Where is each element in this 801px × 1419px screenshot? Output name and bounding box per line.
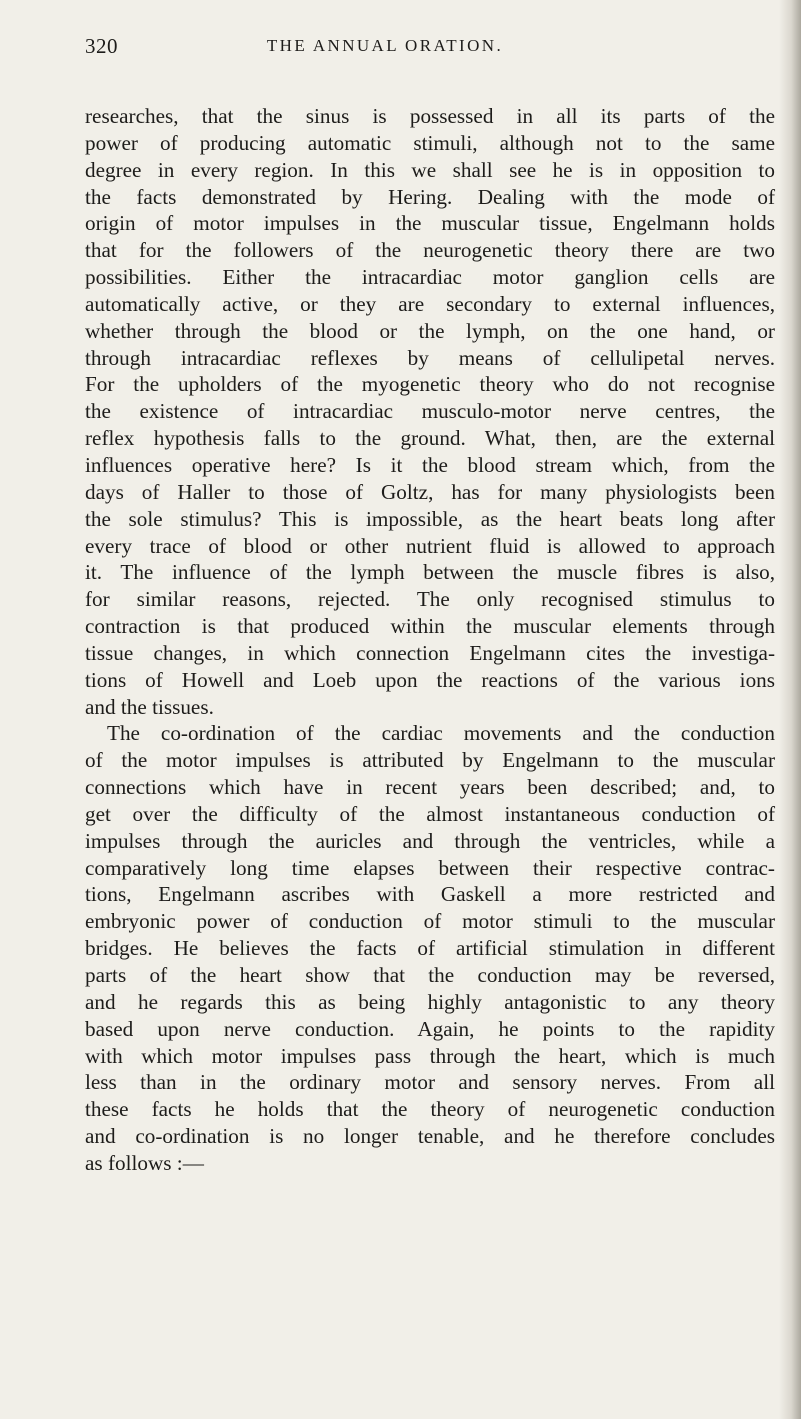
page-number: 320 xyxy=(85,34,118,58)
text-line: researches, that the sinus is possessed in all its parts of the xyxy=(85,104,775,128)
text-line: days of Haller to those of Goltz, has for many physiologists been xyxy=(85,479,775,504)
text-line: that for the followers of the neurogenetic theory there are two xyxy=(85,238,775,263)
body-text xyxy=(85,103,775,1177)
text-line: tissue changes, in which connection Engelmann cites the investiga- xyxy=(85,640,775,665)
text-line: embryonic power of conduction of motor stimuli to the muscular xyxy=(85,909,775,934)
text-line: get over the difficulty of the almost instantaneous conduction of xyxy=(85,801,775,826)
text-line: connections which have in recent years been described; and, to xyxy=(85,775,775,800)
page-edge-shadow xyxy=(779,0,801,1419)
text-line: tions of Howell and Loeb upon the reactions of the various ions xyxy=(85,667,775,692)
text-line: these facts he holds that the theory of neurogenetic conduction xyxy=(85,1097,775,1122)
text-line: of the motor impulses is attributed by Engelmann to the muscular xyxy=(85,748,775,773)
text-line: whether through the blood or the lymph, on the one hand, or xyxy=(85,318,775,343)
text-line: For the upholders of the myogenetic theory who do not recognise xyxy=(85,372,775,397)
running-head xyxy=(85,34,775,62)
text-line: reflex hypothesis falls to the ground. What, then, are the external xyxy=(85,426,775,451)
text-line: less than in the ordinary motor and sensory nerves. From all xyxy=(85,1070,775,1095)
text-line: and co-ordination is no longer tenable, and he therefore concludes xyxy=(85,1124,775,1149)
text-line: bridges. He believes the facts of artificial stimulation in different xyxy=(85,936,775,961)
text-line: possibilities. Either the intracardiac motor ganglion cells are xyxy=(85,265,775,290)
running-title: THE ANNUAL ORATION. xyxy=(266,36,504,55)
text-line: influences operative here? Is it the blood stream which, from the xyxy=(85,452,775,477)
text-line: every trace of blood or other nutrient fluid is allowed to approach xyxy=(85,533,775,558)
text-line: the sole stimulus? This is impossible, as the heart beats long after xyxy=(85,506,775,531)
text-line: power of producing automatic stimuli, although not to the same xyxy=(85,130,775,155)
text-line: and the tissues. xyxy=(85,694,214,719)
text-line: based upon nerve conduction. Again, he points to the rapidity xyxy=(85,1016,775,1041)
text-line: parts of the heart show that the conduction may be reversed, xyxy=(85,963,775,987)
text-line: the facts demonstrated by Hering. Dealing with the mode of xyxy=(85,184,775,209)
text-line: comparatively long time elapses between their respective contrac- xyxy=(85,855,775,880)
text-line: for similar reasons, rejected. The only recognised stimulus to xyxy=(85,587,775,612)
text-line: automatically active, or they are secondary to external influences, xyxy=(85,291,775,316)
text-line: and he regards this as being highly antagonistic to any theory xyxy=(85,989,775,1014)
text-line: origin of motor impulses in the muscular tissue, Engelmann holds xyxy=(85,211,775,236)
text-line: as follows :— xyxy=(85,1150,204,1175)
text-line: the existence of intracardiac musculo-motor nerve centres, the xyxy=(85,399,775,424)
text-line: The co-ordination of the cardiac movements and the conduction xyxy=(107,721,775,746)
text-line: it. The influence of the lymph between the muscle fibres is also, xyxy=(85,560,775,585)
text-line: tions, Engelmann ascribes with Gaskell a more restricted and xyxy=(85,882,775,907)
text-line: with which motor impulses pass through the heart, which is much xyxy=(85,1043,775,1068)
text-line: through intracardiac reflexes by means of cellulipetal nerves. xyxy=(85,345,775,370)
text-line: degree in every region. In this we shall see he is in opposition to xyxy=(85,157,775,182)
text-line: contraction is that produced within the muscular elements through xyxy=(85,614,775,639)
text-line: impulses through the auricles and through the ventricles, while a xyxy=(85,828,775,853)
